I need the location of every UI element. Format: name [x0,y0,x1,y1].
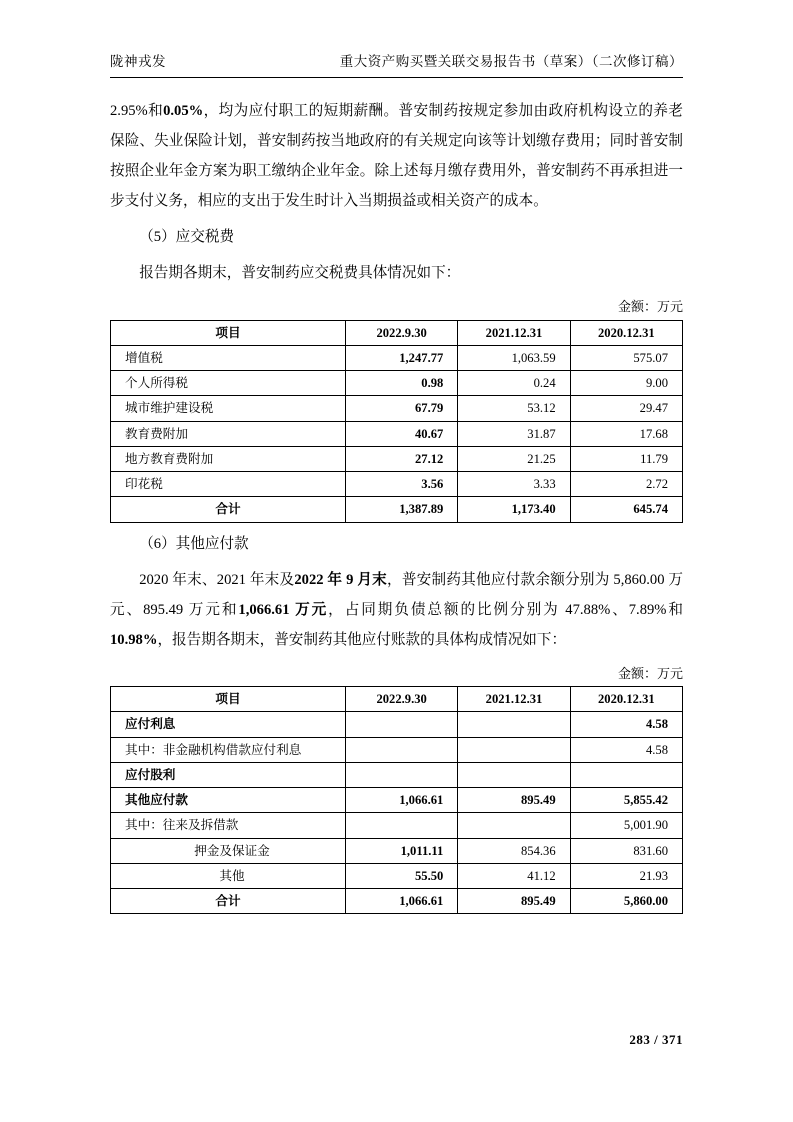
row-label: 印花税 [111,472,346,497]
row-value-2020: 29.47 [570,396,682,421]
row-label: 其中：往来及拆借款 [111,813,346,838]
total-label: 合计 [111,497,346,522]
amount-unit-label-1: 金额：万元 [617,299,683,315]
page-number: 283 / 371 [629,1032,683,1047]
row-value-2020: 831.60 [570,838,682,863]
row-label: 其他应付款 [111,788,346,813]
table-row [111,762,683,787]
table-row [111,396,683,421]
table-row [111,446,683,471]
row-value-2020: 9.00 [570,371,682,396]
para1-part-a: 2.95%和 [110,103,164,119]
row-value-2022 [345,813,457,838]
row-value-2021: 21.25 [458,446,570,471]
total-label: 合计 [111,889,346,914]
row-label: 地方教育费附加 [111,446,346,471]
table-row [111,371,683,396]
total-value-2022: 1,066.61 [345,889,457,914]
op-col-2021: 2021.12.31 [458,687,570,712]
op-col-2020: 2020.12.31 [570,687,682,712]
table-row [111,421,683,446]
row-value-2022 [345,712,457,737]
table-row [111,712,683,737]
row-value-2020: 575.07 [570,345,682,370]
row-value-2021: 0.24 [458,371,570,396]
table-header-row [111,687,683,712]
total-value-2022: 1,387.89 [345,497,457,522]
total-value-2021: 895.49 [458,889,570,914]
row-label: 应付股利 [111,762,346,787]
paragraph-social-insurance [110,96,683,216]
total-value-2021: 1,173.40 [458,497,570,522]
row-value-2020: 5,001.90 [570,813,682,838]
row-value-2020: 2.72 [570,472,682,497]
row-value-2022 [345,762,457,787]
row-label: 增值税 [111,345,346,370]
row-value-2020: 5,855.42 [570,788,682,813]
tax-col-2022: 2022.9.30 [345,320,457,345]
para3-part-a: 2020 年末、2021 年末及 [139,571,295,588]
row-value-2022: 55.50 [345,863,457,888]
row-value-2021: 41.12 [458,863,570,888]
total-value-2020: 5,860.00 [570,889,682,914]
row-value-2022: 3.56 [345,472,457,497]
row-value-2022: 27.12 [345,446,457,471]
total-value-2020: 645.74 [570,497,682,522]
row-value-2022: 1,066.61 [345,788,457,813]
row-value-2020: 21.93 [570,863,682,888]
other-payables-table [110,686,683,914]
table-row [111,345,683,370]
op-col-2022: 2022.9.30 [345,687,457,712]
row-value-2020: 17.68 [570,421,682,446]
para3-highlight-ratio: 10.98% [110,631,158,648]
section-heading-6: （6）其他应付款 [139,535,249,552]
row-value-2022: 67.79 [345,396,457,421]
tax-col-2020: 2020.12.31 [570,320,682,345]
para1-part-c: ，均为应付职工的短期薪酬。普安制药按规定参加由政府机构设立的养老保险、失业保险计划，普安制药按当地政府的有关规定向该等计划缴存费用；同时普安制按照企业年金方案为职工缴纳企业年金。除上述每月缴存费用外，普安制药不再承担进一步支付义务，相应的支出于发生时计入当期损益或相关资产的成本。 [110,103,683,210]
paragraph-other-payables-intro [110,565,683,655]
tax-col-item: 项目 [111,320,346,345]
row-value-2021: 854.36 [458,838,570,863]
row-value-2021: 1,063.59 [458,345,570,370]
row-value-2022 [345,737,457,762]
para1-highlight: 0.05% [163,103,204,119]
row-label: 其中：非金融机构借款应付利息 [111,737,346,762]
op-col-item: 项目 [111,687,346,712]
row-value-2020: 4.58 [570,737,682,762]
row-label: 应付利息 [111,712,346,737]
table-total-row [111,497,683,522]
table-row [111,788,683,813]
row-label: 其他 [111,863,346,888]
row-label: 城市维护建设税 [111,396,346,421]
table-header-row [111,320,683,345]
row-label: 押金及保证金 [111,838,346,863]
page-header [72,50,721,70]
page-content [110,96,683,914]
row-value-2022: 0.98 [345,371,457,396]
row-value-2020: 11.79 [570,446,682,471]
row-value-2022: 1,011.11 [345,838,457,863]
table-row [111,737,683,762]
table-row [111,863,683,888]
row-value-2021: 895.49 [458,788,570,813]
row-value-2022: 40.67 [345,421,457,446]
table-row [111,472,683,497]
tax-col-2021: 2021.12.31 [458,320,570,345]
row-value-2021: 3.33 [458,472,570,497]
para3-highlight-date: 2022 年 9 月末 [294,571,388,588]
paragraph-tax-intro: 报告期各期末，普安制药应交税费具体情况如下： [139,265,461,282]
row-label: 教育费附加 [111,421,346,446]
row-value-2021: 53.12 [458,396,570,421]
row-value-2021: 31.87 [458,421,570,446]
header-divider [110,77,683,78]
row-value-2021 [458,712,570,737]
row-value-2021 [458,737,570,762]
tax-table-wrapper [110,320,683,523]
row-label: 个人所得税 [111,371,346,396]
row-value-2021 [458,762,570,787]
row-value-2021 [458,813,570,838]
para3-part-e: ，占同期负债总额的比例分别为 47.88%、7.89%和 [328,601,683,618]
para3-part-c: ，普安制药其他应付款余额分别为 5,860.00 万元、895.49 万元和 [110,571,683,618]
table-row [111,813,683,838]
other-payables-table-wrapper [110,686,683,914]
header-company-name: 陇神戎发 [110,54,166,69]
para3-part-g: ，报告期各期末，普安制药其他应付账款的具体构成情况如下： [157,631,567,648]
table-row [111,838,683,863]
tax-payable-table [110,320,683,523]
table-total-row [111,889,683,914]
row-value-2022: 1,247.77 [345,345,457,370]
amount-unit-label-2: 金额：万元 [617,665,683,681]
row-value-2020: 4.58 [570,712,682,737]
para3-highlight-amount: 1,066.61 万元 [238,601,329,618]
header-document-title: 重大资产购买暨关联交易报告书（草案）（二次修订稿） [339,54,683,69]
row-value-2020 [570,762,682,787]
section-heading-5: （5）应交税费 [139,229,235,246]
